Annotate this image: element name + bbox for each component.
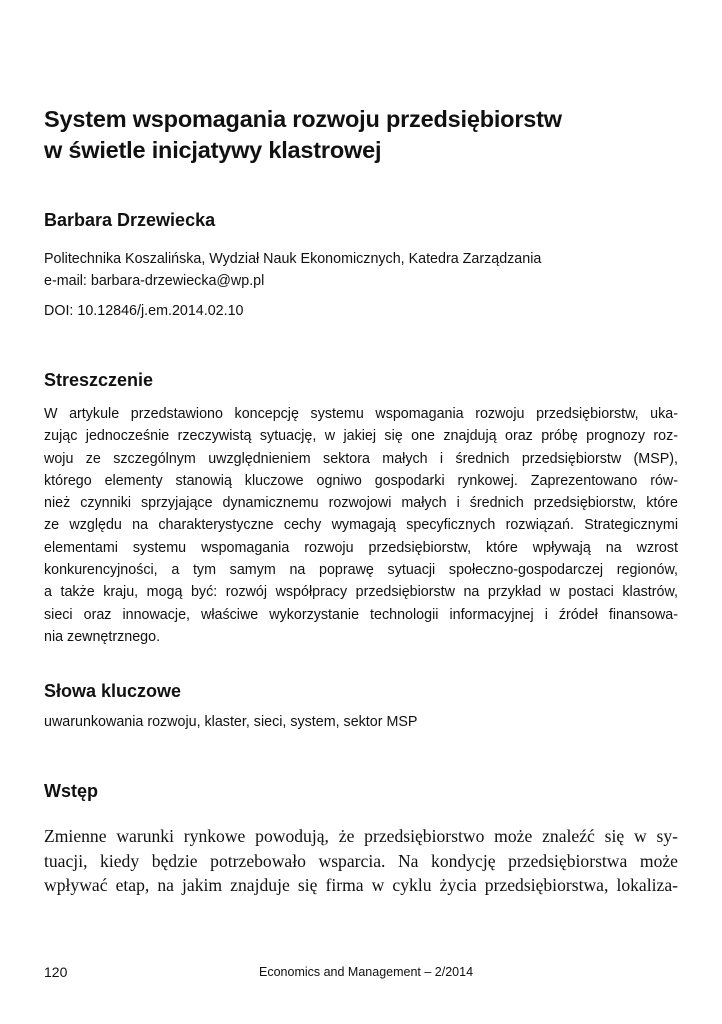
abstract-line: a także kraju, mogą być: rozwój współpracy przedsiębiorstw na przykład w postaci klastrów, [44, 584, 678, 601]
keywords-text: uwarunkowania rozwoju, klaster, sieci, system, sektor MSP [44, 714, 418, 730]
abstract-line: którego elementy stanowią kluczowe ogniwo gospodarki rynkowej. Zaprezentowano rów- [44, 472, 678, 489]
abstract-line: sieci oraz innowacje, właściwe wykorzystanie technologii informacyjnej i źródeł finansowa- [44, 606, 678, 623]
intro-line: Zmienne warunki rynkowe powodują, że przedsiębiorstwo może znaleźć się w sy- [44, 826, 678, 846]
abstract-heading: Streszczenie [44, 370, 154, 390]
intro-heading: Wstęp [44, 781, 98, 801]
abstract-line: konkurencyjności, a tym samym na poprawę sytuacji społeczno-gospodarczej regionów, [44, 562, 678, 579]
author-name: Barbara Drzewiecka [44, 210, 216, 230]
article-title-line-1: System wspomagania rozwoju przedsiębiorstw [44, 106, 562, 132]
article-title-line-2: w świetle inicjatywy klastrowej [44, 137, 382, 163]
abstract-line: woju ze szczególnym uwzględnieniem sektora małych i średnich przedsiębiorstw (MSP), [44, 450, 678, 467]
intro-text [44, 824, 678, 898]
abstract-line: nia zewnętrznego. [44, 628, 161, 645]
intro-line: tuacji, kiedy będzie potrzebowało wsparcia. Na kondycję przedsiębiorstwa może [44, 850, 678, 871]
article-page [44, 0, 678, 1024]
article-title [44, 104, 678, 166]
abstract-line: nież czynniki sprzyjające dynamicznemu rozwojowi małych i średnich przedsiębiorstw, które [44, 495, 678, 512]
intro-line: wpływać etap, na jakim znajduje się firma w cyklu życia przedsiębiorstwa, lokaliza- [44, 875, 678, 895]
author-affiliation: Politechnika Koszalińska, Wydział Nauk Ekonomicznych, Katedra Zarządzania [44, 251, 542, 267]
doi: DOI: 10.12846/j.em.2014.02.10 [44, 303, 244, 319]
keywords-heading: Słowa kluczowe [44, 681, 182, 701]
abstract-line: W artykule przedstawiono koncepcję systemu wspomagania rozwoju przedsiębiorstw, uka- [44, 406, 678, 422]
abstract-line: zując jednocześnie rzeczywistą sytuację, w jakiej się one znajdują oraz próbę prognozy roz- [44, 428, 678, 445]
abstract-line: ze względu na charakterystyczne cechy wymagają specyficznych rozwiązań. Strategicznymi [44, 517, 678, 534]
abstract-line: elementami systemu wspomagania rozwoju przedsiębiorstw, które wpływają na wzrost [44, 539, 678, 556]
journal-name: Economics and Management – 2/2014 [259, 965, 474, 979]
page-number: 120 [44, 964, 68, 980]
abstract-text [44, 403, 678, 648]
author-affiliation-block [44, 248, 678, 292]
author-email: e-mail: barbara-drzewiecka@wp.pl [44, 273, 265, 289]
